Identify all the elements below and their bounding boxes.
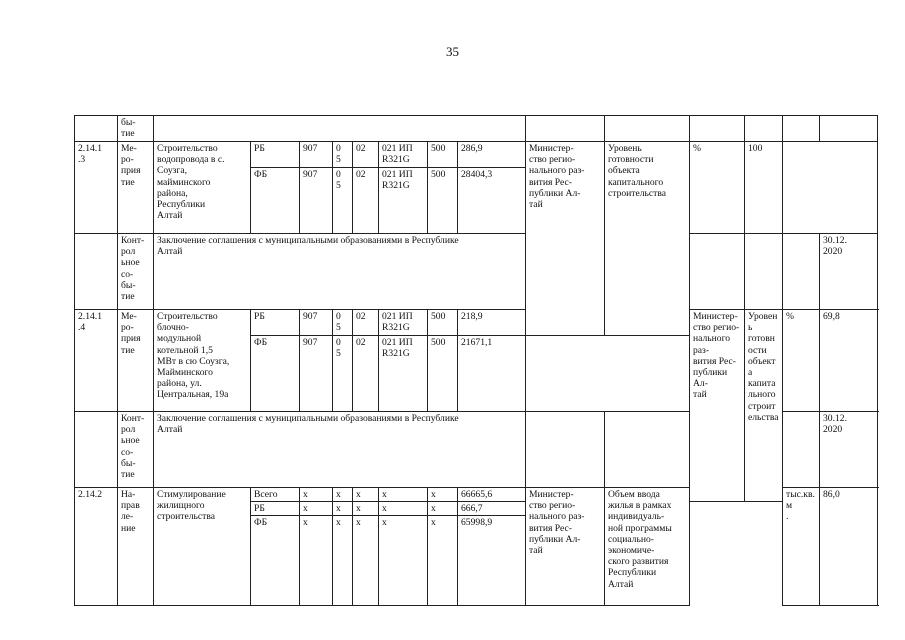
csr-cell: х <box>379 488 428 502</box>
empty-cell <box>783 142 878 234</box>
grbs-cell: 907 <box>300 310 333 336</box>
source-cell: РБ <box>251 310 300 336</box>
name-cell: Стимулирование жилищного строительства <box>154 488 251 606</box>
empty-cell <box>690 116 745 142</box>
empty-cell <box>690 234 745 310</box>
source-cell: ФБ <box>251 336 300 412</box>
empty-cell <box>75 234 118 310</box>
value-cell: 100 <box>745 142 783 234</box>
empty-cell <box>605 412 690 488</box>
grbs-cell: х <box>300 516 333 606</box>
indicator-cell: Уровень готовности объекта капитального строительства <box>605 142 690 336</box>
event-type-cell: Конт- рол ьное со- бы- тие <box>118 234 154 310</box>
grbs-cell: 907 <box>300 168 333 234</box>
source-cell: ФБ <box>251 168 300 234</box>
amount-cell: 666,7 <box>458 502 526 516</box>
grbs-cell: 907 <box>300 336 333 412</box>
grbs-cell: х <box>300 502 333 516</box>
vr-cell: х <box>428 516 458 606</box>
indicator-cell: Объем ввода жилья в рамках индивидуаль- ной программы социально- экономиче- ского развития Республики Алтай <box>605 488 690 606</box>
grbs-cell: х <box>300 488 333 502</box>
pr-cell: х <box>353 488 379 502</box>
control-event-row <box>75 234 878 310</box>
pr-cell: 02 <box>353 310 379 336</box>
name-cell: Строительство блочно- модульной котельной 1,5 МВт в сю Соузга, Майминского района, ул. Центральная, 19а <box>154 310 251 412</box>
amount-cell: 218,9 <box>458 310 526 336</box>
value-cell: 69,8 <box>820 310 878 412</box>
control-text-cell: Заключение соглашения с муниципальными образованиями в Республике Алтай <box>154 412 526 488</box>
event-type-cell: Конт- рол ьное со- бы- тие <box>118 412 154 488</box>
event-type-cell: Ме- ро- прия тие <box>118 310 154 412</box>
source-cell: РБ <box>251 502 300 516</box>
empty-cell <box>820 116 878 142</box>
control-text-cell: Заключение соглашения с муниципальными образованиями в Республике Алтай <box>154 234 526 310</box>
empty-cell <box>526 116 605 142</box>
vr-cell: х <box>428 488 458 502</box>
rz-cell: 0 5 <box>333 310 353 336</box>
rz-cell: х <box>333 516 353 606</box>
amount-cell: 66665,6 <box>458 488 526 502</box>
empty-cell <box>75 412 118 488</box>
empty-cell <box>783 412 820 488</box>
rz-cell: 0 5 <box>333 168 353 234</box>
program-table <box>74 115 878 606</box>
executor-cell: Министер- ство регио- нального раз- вития Рес- публики Ал- тай <box>526 488 605 606</box>
empty-cell <box>783 234 820 310</box>
source-cell: ФБ <box>251 516 300 606</box>
date-cell: 30.12. 2020 <box>820 412 878 488</box>
vr-cell: 500 <box>428 168 458 234</box>
csr-cell: 021 ИП R321G <box>379 336 428 412</box>
empty-cell <box>154 116 526 142</box>
pr-cell: х <box>353 502 379 516</box>
indicator-cell: Уровень готовности объекта капитального строительства <box>745 310 783 502</box>
name-cell: Строительство водопровода в с. Соузга, майминского района, Республики Алтай <box>154 142 251 234</box>
unit-cell: % <box>783 310 820 412</box>
event-type-cell: бы- тие <box>118 116 154 142</box>
executor-cell: Министер- ство регио- нального раз- вития Рес- публики Ал- тай <box>690 310 745 502</box>
unit-cell: тыс.кв.м . <box>783 488 820 606</box>
vr-cell: 500 <box>428 336 458 412</box>
empty-cell <box>783 116 820 142</box>
amount-cell: 21671,1 <box>458 336 526 412</box>
rz-cell: 0 5 <box>333 142 353 168</box>
empty-cell <box>745 116 783 142</box>
csr-cell: 021 ИП R321G <box>379 168 428 234</box>
csr-cell: х <box>379 516 428 606</box>
event-type-cell: На- прав ле- ние <box>118 488 154 606</box>
grbs-cell: 907 <box>300 142 333 168</box>
amount-cell: 286,9 <box>458 142 526 168</box>
pr-cell: 02 <box>353 168 379 234</box>
code-cell: 2.14.2 <box>75 488 118 606</box>
pr-cell: 02 <box>353 336 379 412</box>
table-row <box>75 142 878 168</box>
continuation-row <box>75 116 878 142</box>
empty-cell <box>605 116 690 142</box>
csr-cell: х <box>379 502 428 516</box>
executor-cell: Министер- ство регио- нального раз- вития Рес- публики Ал- тай <box>526 142 605 336</box>
table-row <box>75 310 878 336</box>
empty-cell <box>526 412 605 488</box>
rz-cell: х <box>333 502 353 516</box>
value-cell: 86,0 <box>820 488 878 606</box>
pr-cell: 02 <box>353 142 379 168</box>
event-type-cell: Ме- ро- прия тие <box>118 142 154 234</box>
rz-cell: х <box>333 488 353 502</box>
vr-cell: 500 <box>428 142 458 168</box>
pr-cell: х <box>353 516 379 606</box>
unit-cell: % <box>690 142 745 234</box>
amount-cell: 65998,9 <box>458 516 526 606</box>
csr-cell: 021 ИП R321G <box>379 310 428 336</box>
vr-cell: 500 <box>428 310 458 336</box>
empty-cell <box>75 116 118 142</box>
vr-cell: х <box>428 502 458 516</box>
code-cell: 2.14.1 .4 <box>75 310 118 412</box>
date-cell: 30.12. 2020 <box>820 234 878 310</box>
rz-cell: 0 5 <box>333 336 353 412</box>
empty-cell <box>745 234 783 310</box>
source-cell: Всего <box>251 488 300 502</box>
amount-cell: 28404,3 <box>458 168 526 234</box>
code-cell: 2.14.1 .3 <box>75 142 118 234</box>
source-cell: РБ <box>251 142 300 168</box>
page-number: 35 <box>446 44 459 59</box>
csr-cell: 021 ИП R321G <box>379 142 428 168</box>
